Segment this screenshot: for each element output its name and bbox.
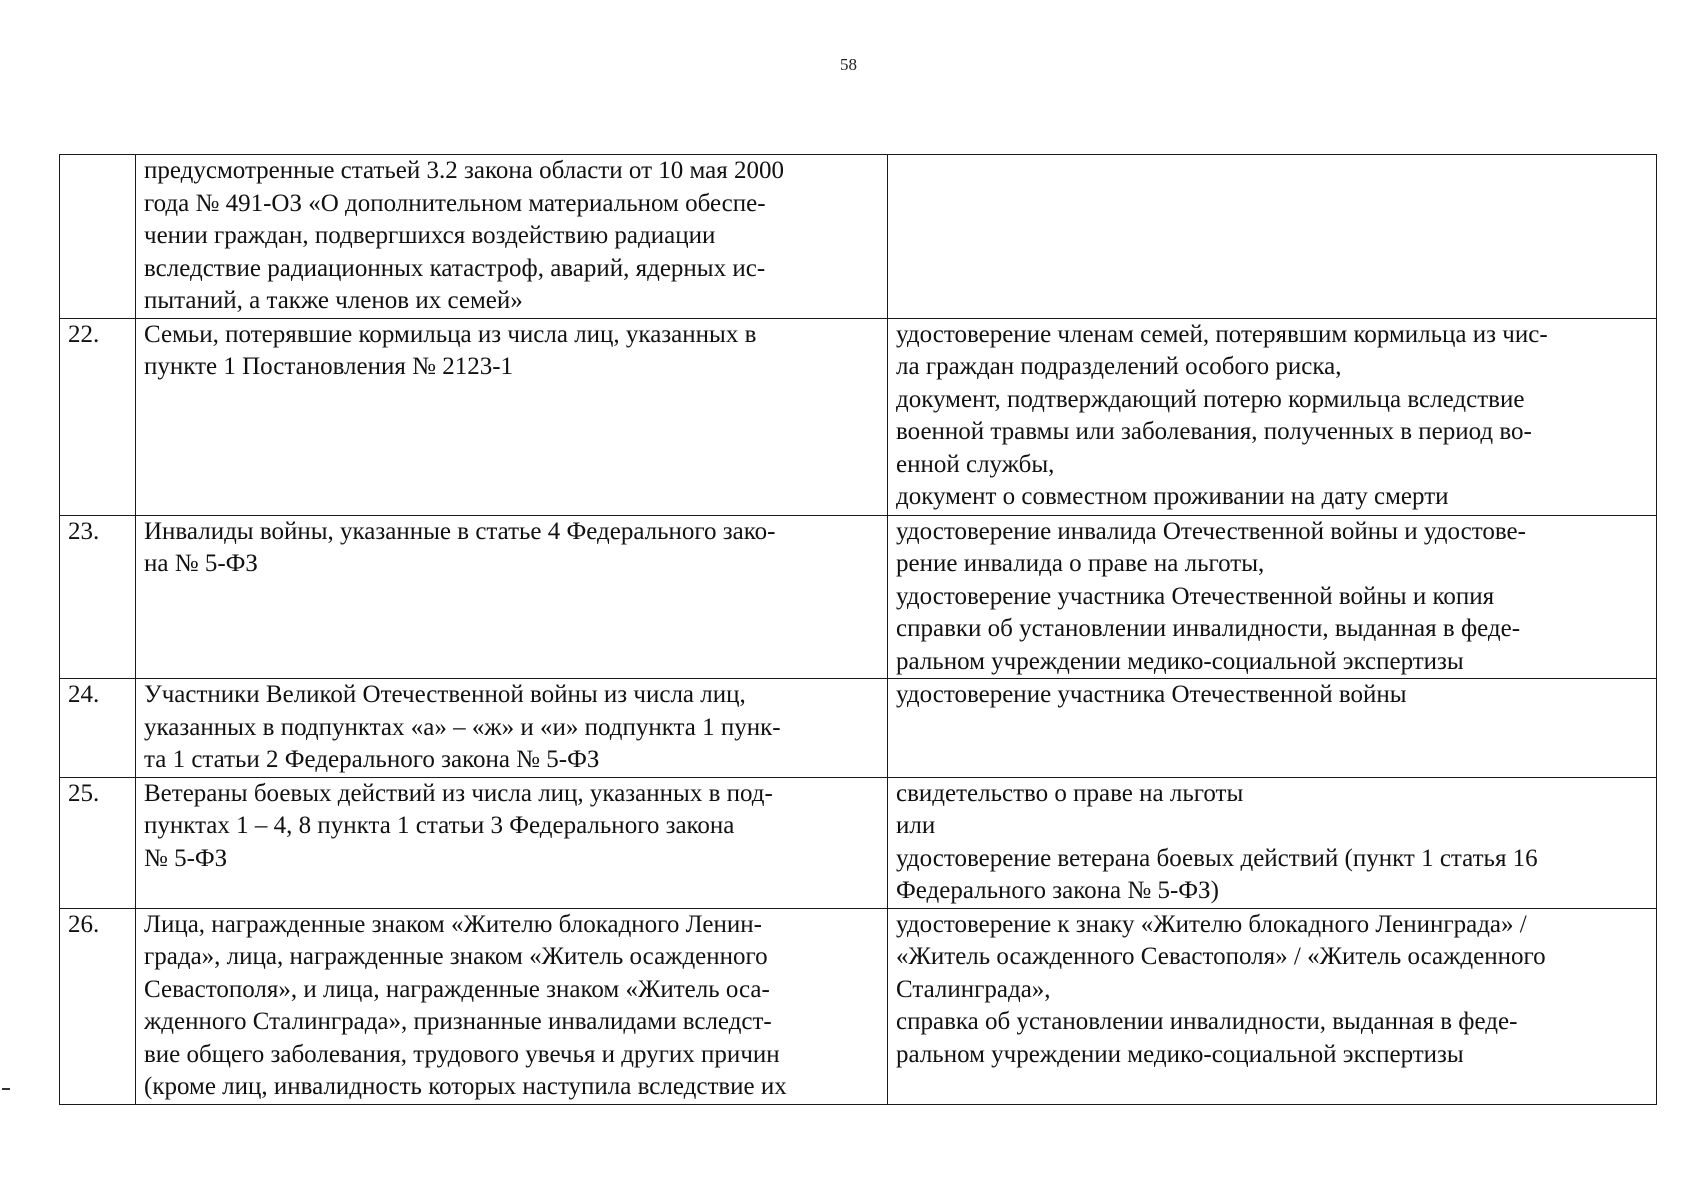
document-line: Федерального закона № 5-ФЗ) [896,877,1219,904]
category-line: пунктах 1 – 4, 8 пункта 1 статьи 3 Федерального закона [144,812,735,839]
table-row [60,908,1657,1104]
category-line: пытаний, а также членов их семей» [144,287,523,314]
category-line: на № 5-ФЗ [144,550,258,577]
document-line: удостоверение инвалида Отечественной войны и удостове- [896,517,1526,545]
category-cell [136,318,888,515]
category-cell [136,679,888,778]
table-row [60,777,1657,908]
document-line: енной службы, [896,450,1055,478]
category-line: чении граждан, подвергшихся воздействию радиации [144,222,716,249]
document-line: удостоверение участника Отечественной войны и копия [896,582,1495,610]
table-row [60,679,1657,778]
category-cell [136,908,888,1104]
category-line: вследствие радиационных катастроф, аварий, ядерных ис- [144,254,766,282]
document-line: документ, подтверждающий потерю кормильца вследствие [896,385,1525,413]
page-number: 58 [840,55,857,74]
document-line: удостоверение членам семей, потерявшим кормильца из чис- [896,320,1548,348]
row-number [60,155,136,319]
category-line: Севастополя», и лица, награжденные знаком «Житель оса- [144,975,770,1003]
document-line: ральном учреждении медико-социальной экспертизы [896,1040,1464,1068]
row-number: 23. [60,515,136,679]
document-line: «Житель осажденного Севастополя» / «Житель осажденного [896,943,1546,970]
category-line: (кроме лиц, инвалидность которых наступила вследствие их [144,1073,787,1100]
document-line: справка об установлении инвалидности, выданная в феде- [896,1008,1518,1035]
documents-cell [888,318,1657,515]
category-line: та 1 статьи 2 Федерального закона № 5-ФЗ [144,746,600,773]
category-line: года № 491-ОЗ «О дополнительном материальном обеспе- [144,189,766,217]
category-line: жденного Сталинграда», признанные инвалидами вследст- [144,1008,772,1035]
category-line: предусмотренные статьей 3.2 закона области от 10 мая 2000 [144,157,784,184]
document-line: удостоверение ветерана боевых действий (пункт 1 статья 16 [896,844,1538,872]
documents-cell [888,155,1657,319]
documents-cell [888,679,1657,778]
category-cell [136,777,888,908]
category-line: Ветераны боевых действий из числа лиц, указанных в под- [144,779,773,807]
document-line: рение инвалида о праве на льготы, [896,550,1265,577]
category-line: Участники Великой Отечественной войны из числа лиц, [144,681,746,708]
category-cell [136,155,888,319]
benefits-documents-table [59,154,1657,1105]
document-line: удостоверение к знаку «Жителю блокадного Ленинграда» / [896,910,1527,938]
document-line: документ о совместном проживании на дату смерти [896,483,1449,510]
category-line: указанных в подпунктах «а» – «ж» и «и» подпункта 1 пунк- [144,713,781,741]
table-row [60,515,1657,679]
category-line: Инвалиды войны, указанные в статье 4 Федерального зако- [144,517,776,545]
document-line: военной травмы или заболевания, полученных в период во- [896,418,1532,445]
documents-cell [888,515,1657,679]
document-line: ральном учреждении медико-социальной экспертизы [896,647,1464,675]
row-number: 24. [60,679,136,778]
document-line: Сталинграда», [896,975,1051,1003]
row-number: 26. [60,908,136,1104]
category-line: пункте 1 Постановления № 2123-1 [144,353,514,380]
table-row [60,318,1657,515]
documents-cell [888,908,1657,1104]
row-number: 25. [60,777,136,908]
category-line: № 5-ФЗ [144,844,228,872]
document-line: свидетельство о праве на льготы [896,779,1244,807]
document-line: или [896,812,936,839]
document-line: ла граждан подразделений особого риска, [896,353,1342,380]
category-line: вие общего заболевания, трудового увечья и других причин [144,1040,780,1068]
category-cell [136,515,888,679]
category-line: Лица, награжденные знаком «Жителю блокадного Ленин- [144,910,762,938]
margin-mark [2,1088,10,1090]
document-line: справки об установлении инвалидности, выданная в феде- [896,615,1521,642]
category-line: Семьи, потерявшие кормильца из числа лиц, указанных в [144,320,757,348]
table-row [60,155,1657,319]
documents-cell [888,777,1657,908]
document-line: удостоверение участника Отечественной войны [896,681,1407,708]
category-line: града», лица, награжденные знаком «Житель осажденного [144,943,768,970]
row-number: 22. [60,318,136,515]
